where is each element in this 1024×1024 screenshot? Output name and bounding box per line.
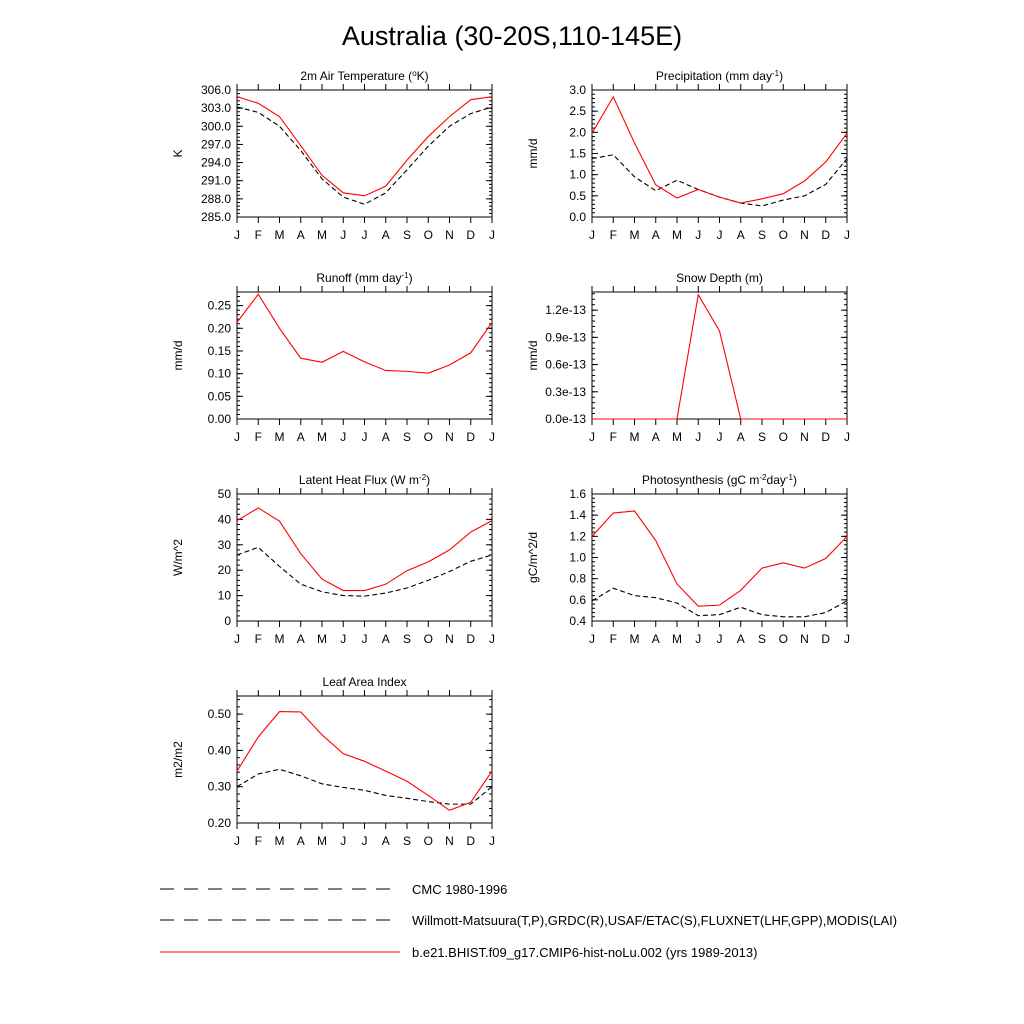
y-axis-label: mm/d (526, 340, 540, 371)
y-tick-label: 1.6 (569, 487, 586, 501)
plot-frame (592, 494, 847, 621)
chart-panel (171, 271, 495, 445)
y-tick-label: 0.40 (207, 743, 231, 758)
x-tick-label: F (609, 228, 617, 242)
x-tick-label: N (445, 430, 454, 444)
y-tick-label: 3.0 (569, 83, 586, 97)
y-tick-label: 303.0 (200, 101, 231, 116)
x-tick-label: N (800, 632, 809, 646)
x-tick-label: F (609, 430, 617, 444)
x-tick-label: N (800, 228, 809, 242)
legend-label: b.e21.BHIST.f09_g17.CMIP6-hist-noLu.002 (yrs 1989-2013) (412, 945, 758, 960)
y-tick-label: 0.8 (569, 571, 586, 586)
y-tick-label: 0.0 (569, 210, 586, 224)
x-tick-label: J (489, 632, 495, 646)
x-tick-label: S (402, 430, 412, 444)
x-tick-label: A (296, 834, 305, 848)
x-tick-label: M (629, 430, 640, 444)
panel-title: Precipitation (mm day$^{-1}$) (655, 68, 784, 83)
y-tick-label: 0.3e-13 (545, 384, 586, 399)
obs-series-line (237, 107, 492, 204)
chart-panel (171, 675, 495, 848)
y-tick-label: 306.0 (200, 83, 231, 97)
y-tick-label: 0.4 (569, 614, 586, 628)
y-axis-label: gC/m^2/d (526, 532, 540, 583)
y-tick-label: 2.5 (569, 104, 586, 119)
chart-panels (171, 69, 850, 849)
x-tick-label: J (489, 430, 495, 444)
x-tick-label: D (821, 430, 831, 444)
x-tick-label: O (423, 430, 433, 444)
x-tick-label: J (695, 228, 702, 242)
x-tick-label: J (340, 228, 347, 242)
x-tick-label: A (381, 228, 390, 242)
model-series-line (237, 508, 492, 591)
x-tick-label: J (695, 430, 702, 444)
x-tick-label: J (234, 834, 240, 848)
x-tick-label: O (778, 228, 788, 242)
y-tick-label: 288.0 (200, 191, 231, 206)
x-tick-label: J (844, 632, 850, 646)
y-tick-label: 0.05 (207, 389, 231, 404)
x-tick-label: F (254, 228, 262, 242)
x-tick-label: J (234, 430, 240, 444)
y-tick-label: 294.0 (200, 155, 231, 170)
y-tick-label: 0.0e-13 (545, 412, 586, 426)
obs-series-line (592, 588, 847, 617)
x-tick-label: M (317, 228, 327, 242)
legend-label: CMC 1980-1996 (412, 882, 508, 897)
y-tick-label: 1.5 (569, 146, 586, 161)
model-series-line (237, 294, 492, 373)
x-tick-label: S (402, 834, 412, 848)
y-tick-label: 1.2 (569, 529, 586, 544)
x-tick-label: M (274, 834, 285, 848)
x-tick-label: D (466, 430, 476, 444)
plot-frame (592, 90, 847, 217)
y-tick-label: 0.20 (207, 321, 231, 336)
y-tick-label: 1.4 (569, 508, 586, 523)
x-tick-label: N (445, 834, 454, 848)
x-tick-label: M (672, 228, 682, 242)
x-tick-label: A (381, 834, 390, 848)
y-axis-label: K (171, 149, 185, 158)
x-tick-label: J (234, 228, 240, 242)
panel-title: Snow Depth (m) (676, 271, 763, 285)
x-tick-label: M (274, 228, 285, 242)
y-tick-label: 0.10 (207, 366, 231, 381)
y-tick-label: 1.2e-13 (545, 303, 586, 318)
panel-title: Latent Heat Flux (W $m^{-2}$) (298, 472, 431, 487)
panel-title: 2m Air Temperature ($^o$K) (300, 68, 429, 83)
y-tick-label: 285.0 (200, 210, 231, 224)
legend (160, 882, 897, 960)
model-series-line (592, 511, 847, 606)
y-tick-label: 0.9e-13 (545, 330, 586, 345)
x-tick-label: D (466, 228, 476, 242)
y-tick-label: 40 (217, 512, 231, 527)
x-tick-label: N (445, 632, 454, 646)
x-tick-label: A (736, 228, 745, 242)
y-tick-label: 0.6e-13 (545, 357, 586, 372)
y-tick-label: 0.25 (207, 298, 231, 313)
x-tick-label: N (445, 228, 454, 242)
y-tick-label: 297.0 (200, 137, 231, 152)
x-tick-label: M (317, 632, 327, 646)
x-tick-label: D (821, 632, 831, 646)
x-tick-label: A (296, 430, 305, 444)
plot-frame (237, 90, 492, 217)
obs-series-line (237, 769, 492, 804)
x-tick-label: J (589, 632, 595, 646)
x-tick-label: A (296, 228, 305, 242)
x-tick-label: A (296, 632, 305, 646)
x-tick-label: A (381, 430, 390, 444)
x-tick-label: F (609, 632, 617, 646)
x-tick-label: A (651, 632, 660, 646)
x-tick-label: M (317, 834, 327, 848)
y-tick-label: 1.0 (569, 550, 586, 565)
x-tick-label: S (402, 632, 412, 646)
x-tick-label: S (757, 632, 767, 646)
x-tick-label: A (736, 430, 745, 444)
x-tick-label: S (757, 228, 767, 242)
x-tick-label: M (274, 632, 285, 646)
panel-title: Leaf Area Index (322, 675, 407, 689)
plot-frame (592, 292, 847, 419)
x-tick-label: F (254, 834, 262, 848)
panel-title: Runoff (mm day$^{-1}$) (316, 270, 413, 285)
x-tick-label: M (274, 430, 285, 444)
x-tick-label: S (757, 430, 767, 444)
x-tick-label: D (821, 228, 831, 242)
x-tick-label: J (340, 632, 347, 646)
x-tick-label: M (317, 430, 327, 444)
y-tick-label: 0.30 (207, 779, 231, 794)
y-tick-label: 20 (217, 563, 231, 578)
x-tick-label: D (466, 632, 476, 646)
chart-panel (526, 271, 850, 444)
x-tick-label: J (716, 632, 723, 646)
x-tick-label: A (736, 632, 745, 646)
y-tick-label: 291.0 (200, 173, 231, 188)
y-tick-label: 0 (224, 614, 231, 628)
x-tick-label: M (672, 632, 682, 646)
x-tick-label: J (844, 228, 850, 242)
x-tick-label: J (695, 632, 702, 646)
x-tick-label: F (254, 632, 262, 646)
obs-series-line (237, 547, 492, 596)
y-tick-label: 0.50 (207, 707, 231, 722)
x-tick-label: M (629, 228, 640, 242)
y-axis-label: mm/d (526, 138, 540, 169)
x-tick-label: O (778, 632, 788, 646)
x-tick-label: J (234, 632, 240, 646)
x-tick-label: J (489, 228, 495, 242)
obs-series-line (592, 155, 847, 206)
chart-panel (171, 69, 495, 243)
chart-panel (171, 473, 495, 647)
x-tick-label: A (651, 430, 660, 444)
x-tick-label: J (361, 430, 368, 444)
panel-title: Photosynthesis (gC $m^{-2}day^{-1}$) (642, 472, 797, 487)
plot-frame (237, 494, 492, 621)
x-tick-label: O (423, 834, 433, 848)
x-tick-label: J (589, 228, 595, 242)
x-tick-label: J (716, 228, 723, 242)
model-series-line (237, 712, 492, 811)
x-tick-label: N (800, 430, 809, 444)
x-tick-label: F (254, 430, 262, 444)
x-tick-label: J (589, 430, 595, 444)
x-tick-label: O (423, 228, 433, 242)
model-series-line (592, 295, 847, 419)
y-tick-label: 50 (217, 487, 231, 501)
x-tick-label: J (340, 430, 347, 444)
y-axis-label: mm/d (171, 340, 185, 371)
y-tick-label: 300.0 (200, 119, 231, 134)
x-tick-label: J (361, 834, 368, 848)
x-tick-label: J (340, 834, 347, 848)
x-tick-label: O (423, 632, 433, 646)
figure-title: Australia (30-20S,110-145E) (341, 21, 683, 51)
x-tick-label: J (361, 228, 368, 242)
x-tick-label: S (402, 228, 412, 242)
x-tick-label: M (629, 632, 640, 646)
model-series-line (237, 97, 492, 196)
y-tick-label: 10 (217, 588, 231, 603)
x-tick-label: J (361, 632, 368, 646)
x-tick-label: D (466, 834, 476, 848)
x-tick-label: J (716, 430, 723, 444)
y-tick-label: 0.6 (569, 592, 586, 607)
plot-frame (237, 292, 492, 419)
chart-panel (526, 473, 850, 647)
model-series-line (592, 97, 847, 203)
legend-label: Willmott-Matsuura(T,P),GRDC(R),USAF/ETAC(S),FLUXNET(LHF,GPP),MODIS(LAI) (412, 913, 898, 928)
y-tick-label: 0.20 (207, 816, 231, 830)
y-tick-label: 30 (217, 537, 231, 552)
y-tick-label: 0.15 (207, 343, 231, 358)
x-tick-label: J (844, 430, 850, 444)
y-axis-label: m2/m2 (171, 741, 185, 778)
y-tick-label: 2.0 (569, 125, 586, 140)
y-axis-label: W/m^2 (171, 539, 185, 576)
y-tick-label: 0.00 (207, 412, 231, 426)
chart-panel (526, 69, 850, 243)
x-tick-label: O (778, 430, 788, 444)
x-tick-label: M (672, 430, 682, 444)
y-tick-label: 0.5 (569, 188, 586, 203)
x-tick-label: J (489, 834, 495, 848)
x-tick-label: A (381, 632, 390, 646)
x-tick-label: A (651, 228, 660, 242)
y-tick-label: 1.0 (569, 167, 586, 182)
